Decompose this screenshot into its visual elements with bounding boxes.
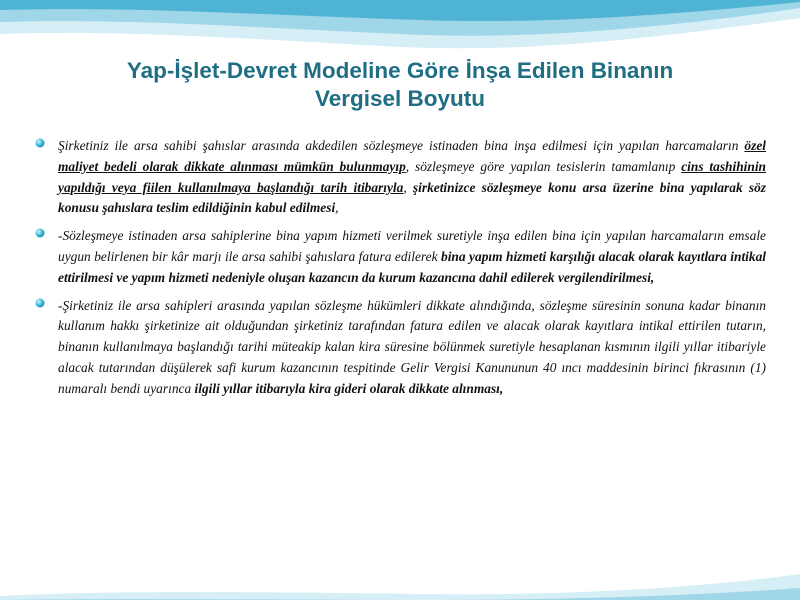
bullet-2-text-a: -Sözleşmeye istinaden arsa sahiplerine bina yapım hizmeti verilmek suretiyle inşa edilen bina için yapılan harcamaların emsale uygun belirlenen bir kâr marjı ile arsa sahibi şahıslara fatura edilerek [58, 228, 766, 264]
bottom-wave-decoration [0, 560, 800, 600]
title-line-1: Yap-İşlet-Devret Modeline Göre İnşa Edilen Binanın [126, 58, 674, 83]
bullet-3-emphasis-a: ilgili yıllar itibarıyla kira gideri olarak dikkate alınması, [194, 380, 504, 396]
bullet-3-text-a: -Şirketiniz ile arsa sahipleri arasında yapılan sözleşme hükümleri dikkate alındığında, sözleşme süresinin sonuna kadar binanın kullanım hakkı şirketinize ait olduğundan şirketiniz tarafından fatura edilen ve alacak olarak kayıtlara intikal ettirilen tutarın, binanın kullanılmaya başlandığı tarihi müteakip kalan kira süresine bölünmek suretiyle hesaplanan kısmının ilgili yıllar itibariyle alacak tutarından düşülerek safi kurum kazancının tespitinde Gelir Vergisi Kanununun 40 ıncı maddesinin birinci fıkrasının (1) numaralı bendi uyarınca [58, 297, 766, 396]
turquoise-round-bullet-icon [35, 298, 45, 308]
bullet-1-text-d: , [335, 200, 339, 216]
title-line-2: Vergisel Boyutu [314, 86, 486, 111]
bullet-item-1 [34, 136, 766, 219]
bullet-1-text-a: Şirketiniz ile arsa sahibi şahıslar arasında akdedilen sözleşmeye istinaden bina inşa edilmesi için yapılan harcamaların [58, 138, 745, 153]
turquoise-round-bullet-icon [35, 228, 45, 238]
bullet-1-text-b: , sözleşmeye göre yapılan tesislerin tamamlanıp [405, 158, 682, 174]
bullet-item-3 [34, 296, 766, 400]
bullet-item-2 [34, 226, 766, 288]
bullet-1-emphasis-c: şirketinizce sözleşmeye konu arsa üzerine bina yapılarak söz konusu şahıslara teslim edildiğinin kabul edilmesi [58, 179, 766, 216]
bullet-2-emphasis-a: bina yapım hizmeti karşılığı alacak olarak kayıtlara intikal ettirilmesi ve yapım hizmeti nedeniyle oluşan kazancın da kurum kazancına dahil edilerek vergilendirilmesi, [58, 248, 766, 285]
top-wave-decoration [0, 0, 800, 60]
bullet-1-emphasis-b: cins tashihinin yapıldığı veya fiilen kullanılmaya başlandığı tarih itibarıyla [58, 158, 767, 195]
slide-title [40, 57, 760, 113]
turquoise-round-bullet-icon [35, 138, 45, 148]
bullet-list [34, 136, 766, 407]
bullet-1-text-c: , [403, 179, 413, 195]
bullet-1-emphasis-a: özel maliyet bedeli olarak dikkate alınması mümkün bulunmayıp [58, 138, 766, 174]
